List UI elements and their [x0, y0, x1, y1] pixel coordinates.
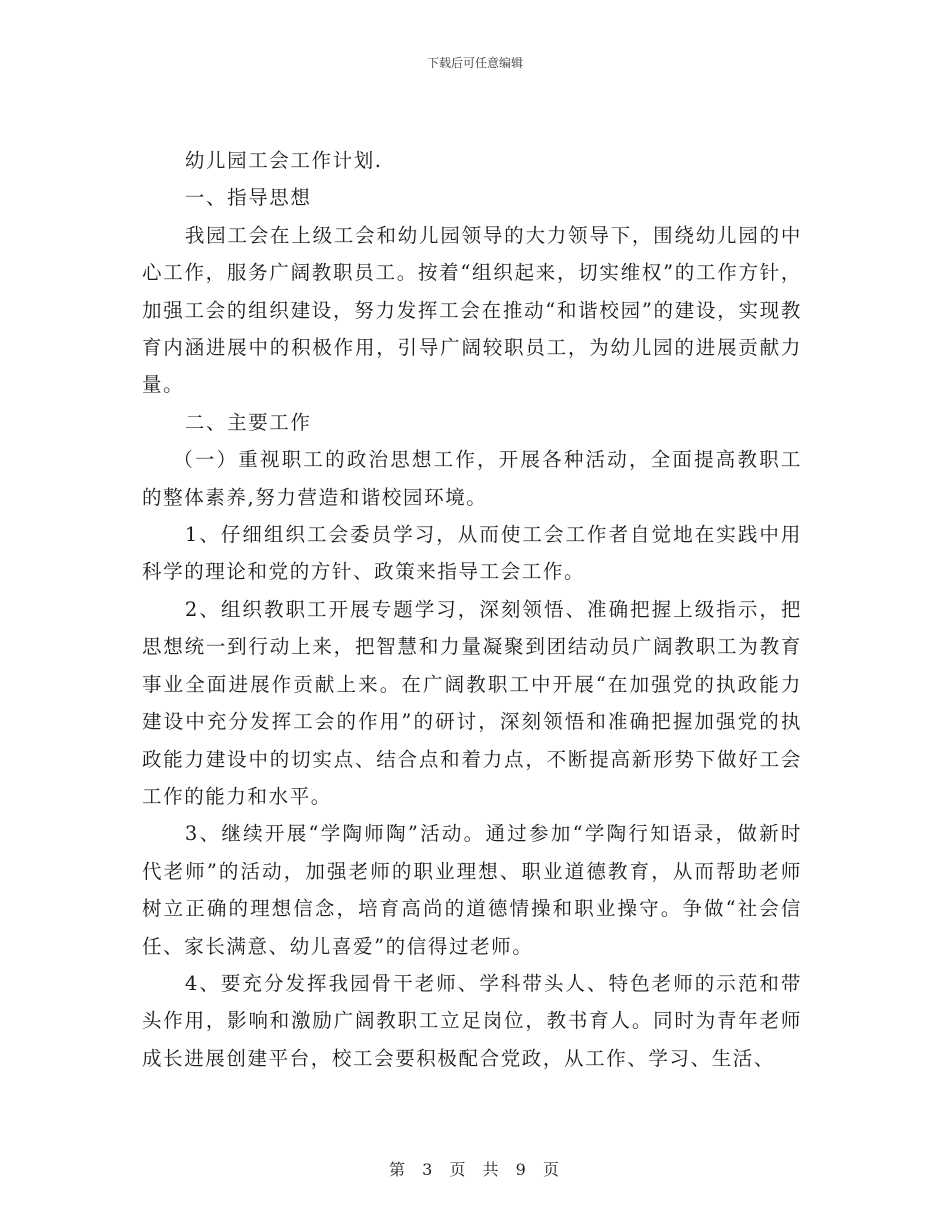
- section-heading-main-work: 二、主要工作: [184, 410, 312, 434]
- paragraph-item-3: 3、继续开展“学陶师陶”活动。通过参加“学陶行知语录，做新时代老师”的活动，加强老师的职业理想、职业道德教育，从而帮助老师树立正确的理想信念，培育高尚的道德情操和职业操守。争做“社会信任、家长满意、幼儿喜爱”的信得过老师。: [142, 822, 802, 958]
- subsection-heading-1: （一）重视职工的政治思想工作，开展各种活动，全面提高教职工的整体素养,努力营造和谐校园环境。: [142, 448, 802, 509]
- paragraph-item-4: 4、要充分发挥我园骨干老师、学科带头人、特色老师的示范和带头作用，影响和激励广阔教职工立足岗位，教书育人。同时为青年老师成长进展创建平台，校工会要积极配合党政，从工作、学习、生活、: [142, 971, 802, 1070]
- footer-page-label: 页: [449, 1160, 468, 1179]
- footer-current-page: 3: [422, 1160, 435, 1179]
- page-footer: [0, 1157, 950, 1180]
- header-note: 下载后可任意编辑: [426, 56, 523, 70]
- footer-prefix: 第: [389, 1160, 408, 1179]
- document-title: 幼儿园工会工作计划.: [184, 149, 383, 172]
- footer-suffix: 页: [542, 1160, 561, 1179]
- section-heading-guiding-thought: 一、指导思想: [184, 186, 312, 210]
- footer-total-label: 共: [482, 1160, 501, 1179]
- paragraph-item-1: 1、仔细组织工会委员学习，从而使工会工作者自觉地在实践中用科学的理论和党的方针、政策来指导工会工作。: [142, 523, 802, 584]
- paragraph-guiding-thought: 我园工会在上级工会和幼儿园领导的大力领导下，围绕幼儿园的中心工作，服务广阔教职员工。按着“组织起来，切实维权”的工作方针，加强工会的组织建设，努力发挥工会在推动“和谐校园”的建设，实现教育内涵进展中的积极作用，引导广阔较职员工，为幼儿园的进展贡献力量。: [142, 223, 802, 397]
- document-body: [142, 142, 802, 1077]
- paragraph-item-2: 2、组织教职工开展专题学习，深刻领悟、准确把握上级指示，把思想统一到行动上来，把智慧和力量凝聚到团结动员广阔教职工为教育事业全面进展作贡献上来。在广阔教职工中开展“在加强党的执政能力建设中充分发挥工会的作用”的研讨，深刻领悟和准确把握加强党的执政能力建设中的切实点、结合点和着力点，不断提高新形势下做好工会工作的能力和水平。: [142, 597, 802, 808]
- footer-total-pages: 9: [515, 1160, 528, 1179]
